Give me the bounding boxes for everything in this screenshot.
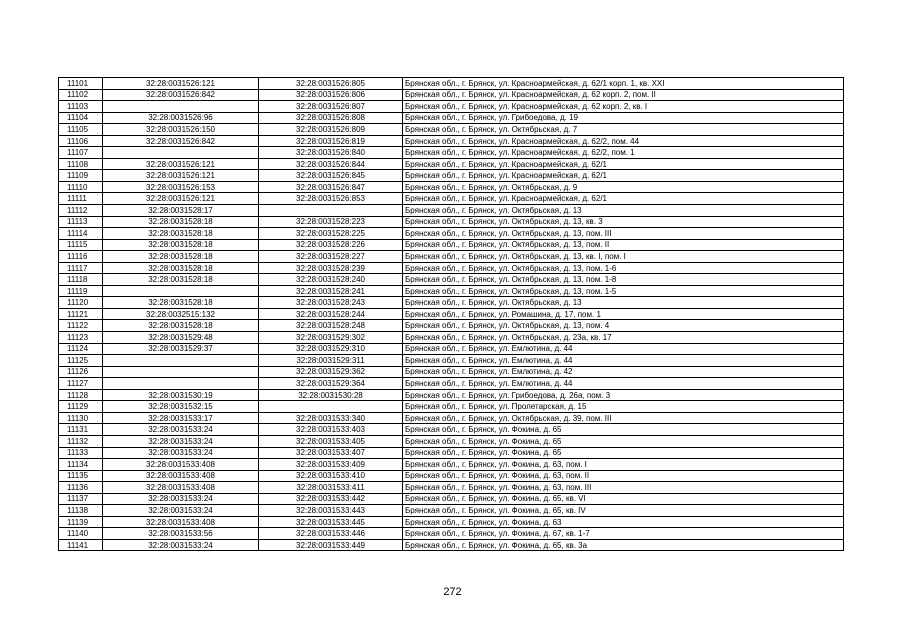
parent-cadastral-number-cell: 32:28:0031528:18 [103,274,259,286]
address-cell: Брянская обл., г. Брянск, ул. Октябрьская, д. 9 [403,181,844,193]
parent-cadastral-number-cell [103,355,259,367]
cadastral-number-cell: 32:28:0031528:225 [259,228,403,240]
row-number-cell: 11129 [59,401,103,413]
cadastral-number-cell: 32:28:0031526:806 [259,89,403,101]
row-number-cell: 11132 [59,435,103,447]
parent-cadastral-number-cell: 32:28:0031526:121 [103,170,259,182]
parent-cadastral-number-cell: 32:28:0031526:842 [103,135,259,147]
parent-cadastral-number-cell: 32:28:0031533:408 [103,516,259,528]
table-row [59,147,844,159]
table-row [59,320,844,332]
address-cell: Брянская обл., г. Брянск, ул. Пролетарская, д. 15 [403,401,844,413]
parent-cadastral-number-cell: 32:28:0031528:18 [103,228,259,240]
table-row [59,493,844,505]
row-number-cell: 11125 [59,355,103,367]
table-row [59,251,844,263]
parent-cadastral-number-cell: 32:28:0031533:24 [103,424,259,436]
row-number-cell: 11111 [59,193,103,205]
row-number-cell: 11105 [59,124,103,136]
cadastral-number-cell: 32:28:0031533:405 [259,435,403,447]
cadastral-number-cell: 32:28:0031526:807 [259,101,403,113]
row-number-cell: 11118 [59,274,103,286]
cadastral-number-cell: 32:28:0031528:227 [259,251,403,263]
parent-cadastral-number-cell: 32:28:0031529:37 [103,343,259,355]
address-cell: Брянская обл., г. Брянск, ул. Октябрьская, д. 13, пом. 4 [403,320,844,332]
address-cell: Брянская обл., г. Брянск, ул. Октябрьская, д. 13, кв. I, пом. I [403,251,844,263]
cadastral-number-cell: 32:28:0031533:403 [259,424,403,436]
table-row [59,424,844,436]
table-row [59,297,844,309]
table-row [59,78,844,90]
row-number-cell: 11137 [59,493,103,505]
parent-cadastral-number-cell: 32:28:0031526:121 [103,158,259,170]
page-number: 272 [443,586,462,598]
address-cell: Брянская обл., г. Брянск, ул. Ромашина, д. 17, пом. 1 [403,308,844,320]
address-cell: Брянская обл., г. Брянск, ул. Октябрьская, д. 39, пом. III [403,412,844,424]
cadastral-number-cell: 32:28:0031533:411 [259,482,403,494]
table-row [59,112,844,124]
parent-cadastral-number-cell: 32:28:0031528:18 [103,239,259,251]
row-number-cell: 11112 [59,205,103,217]
cadastral-number-cell: 32:28:0031529:302 [259,332,403,344]
table-row [59,459,844,471]
parent-cadastral-number-cell: 32:28:0031526:150 [103,124,259,136]
table-row [59,482,844,494]
parent-cadastral-number-cell: 32:28:0031533:17 [103,412,259,424]
table-row [59,89,844,101]
row-number-cell: 11135 [59,470,103,482]
cadastral-number-cell: 32:28:0031529:311 [259,355,403,367]
cadastral-number-cell: 32:28:0031528:243 [259,297,403,309]
parent-cadastral-number-cell: 32:28:0031532:15 [103,401,259,413]
address-cell: Брянская обл., г. Брянск, ул. Фокина, д. 65, кв. IV [403,505,844,517]
row-number-cell: 11103 [59,101,103,113]
table-row [59,355,844,367]
parent-cadastral-number-cell: 32:28:0031526:121 [103,193,259,205]
address-cell: Брянская обл., г. Брянск, ул. Красноармейская, д. 62/1 [403,158,844,170]
row-number-cell: 11138 [59,505,103,517]
parent-cadastral-number-cell: 32:28:0031526:153 [103,181,259,193]
parent-cadastral-number-cell: 32:28:0031533:408 [103,482,259,494]
parent-cadastral-number-cell [103,378,259,390]
parent-cadastral-number-cell: 32:28:0031528:18 [103,320,259,332]
row-number-cell: 11124 [59,343,103,355]
row-number-cell: 11115 [59,239,103,251]
cadastral-number-cell: 32:28:0031533:409 [259,459,403,471]
row-number-cell: 11116 [59,251,103,263]
cadastral-number-cell: 32:28:0031533:449 [259,539,403,551]
table-row [59,516,844,528]
cadastral-number-cell [259,401,403,413]
parent-cadastral-number-cell: 32:28:0031529:48 [103,332,259,344]
address-cell: Брянская обл., г. Брянск, ул. Октябрьская, д. 13 [403,205,844,217]
row-number-cell: 11130 [59,412,103,424]
address-cell: Брянская обл., г. Брянск, ул. Октябрьская, д. 13, кв. 3 [403,216,844,228]
address-cell: Брянская обл., г. Брянск, ул. Красноармейская, д. 62 корп. 2, пом. II [403,89,844,101]
parent-cadastral-number-cell: 32:28:0031526:96 [103,112,259,124]
table-row [59,435,844,447]
cadastral-number-cell: 32:28:0031530:28 [259,389,403,401]
row-number-cell: 11133 [59,447,103,459]
table-row [59,239,844,251]
table-row [59,401,844,413]
address-cell: Брянская обл., г. Брянск, ул. Октябрьская, д. 13, пом. 1-6 [403,262,844,274]
row-number-cell: 11110 [59,181,103,193]
address-cell: Брянская обл., г. Брянск, ул. Красноармейская, д. 62/1 корп. 1, кв. XXI [403,78,844,90]
table-row [59,470,844,482]
address-cell: Брянская обл., г. Брянск, ул. Фокина, д. 63, пом. II [403,470,844,482]
cadastral-number-cell: 32:28:0031528:241 [259,285,403,297]
row-number-cell: 11140 [59,528,103,540]
address-cell: Брянская обл., г. Брянск, ул. Емлютина, д. 44 [403,355,844,367]
row-number-cell: 11131 [59,424,103,436]
address-cell: Брянская обл., г. Брянск, ул. Октябрьская, д. 13 [403,297,844,309]
row-number-cell: 11126 [59,366,103,378]
table-row [59,308,844,320]
row-number-cell: 11141 [59,539,103,551]
row-number-cell: 11102 [59,89,103,101]
parent-cadastral-number-cell: 32:28:0032515:132 [103,308,259,320]
table-row [59,181,844,193]
address-cell: Брянская обл., г. Брянск, ул. Фокина, д. 65 [403,447,844,459]
table-row [59,124,844,136]
parent-cadastral-number-cell: 32:28:0031526:842 [103,89,259,101]
table-row [59,447,844,459]
address-cell: Брянская обл., г. Брянск, ул. Фокина, д. 67, кв. 1-7 [403,528,844,540]
cadastral-number-cell: 32:28:0031526:844 [259,158,403,170]
cadastral-number-cell: 32:28:0031533:445 [259,516,403,528]
address-cell: Брянская обл., г. Брянск, ул. Грибоедова, д. 19 [403,112,844,124]
row-number-cell: 11136 [59,482,103,494]
cadastral-number-cell: 32:28:0031528:223 [259,216,403,228]
cadastral-number-cell: 32:28:0031528:240 [259,274,403,286]
parent-cadastral-number-cell: 32:28:0031530:19 [103,389,259,401]
row-number-cell: 11134 [59,459,103,471]
parent-cadastral-number-cell: 32:28:0031528:18 [103,216,259,228]
table-row [59,343,844,355]
table-row [59,412,844,424]
address-cell: Брянская обл., г. Брянск, ул. Октябрьская, д. 13, пом. II [403,239,844,251]
cadastral-number-cell: 32:28:0031528:226 [259,239,403,251]
parent-cadastral-number-cell: 32:28:0031528:17 [103,205,259,217]
parent-cadastral-number-cell: 32:28:0031528:18 [103,297,259,309]
parent-cadastral-number-cell: 32:28:0031533:24 [103,447,259,459]
table-row [59,193,844,205]
cadastral-number-cell: 32:28:0031526:808 [259,112,403,124]
address-cell: Брянская обл., г. Брянск, ул. Красноармейская, д. 62/1 [403,170,844,182]
table-row [59,158,844,170]
row-number-cell: 11139 [59,516,103,528]
table-row [59,332,844,344]
cadastral-number-cell: 32:28:0031533:443 [259,505,403,517]
table-row [59,366,844,378]
parent-cadastral-number-cell [103,101,259,113]
cadastral-number-cell [259,205,403,217]
cadastral-number-cell: 32:28:0031533:442 [259,493,403,505]
table-row [59,285,844,297]
row-number-cell: 11127 [59,378,103,390]
cadastral-number-cell: 32:28:0031528:248 [259,320,403,332]
parent-cadastral-number-cell: 32:28:0031533:24 [103,505,259,517]
cadastral-number-cell: 32:28:0031526:845 [259,170,403,182]
address-cell: Брянская обл., г. Брянск, ул. Октябрьская, д. 13, пом. 1-5 [403,285,844,297]
cadastral-number-cell: 32:28:0031526:847 [259,181,403,193]
address-cell: Брянская обл., г. Брянск, ул. Красноармейская, д. 62/1 [403,193,844,205]
parent-cadastral-number-cell: 32:28:0031533:408 [103,459,259,471]
parent-cadastral-number-cell [103,366,259,378]
cadastral-number-cell: 32:28:0031533:410 [259,470,403,482]
cadastral-number-cell: 32:28:0031533:340 [259,412,403,424]
cadastral-number-cell: 32:28:0031529:362 [259,366,403,378]
address-cell: Брянская обл., г. Брянск, ул. Красноармейская, д. 62/2, пом. 1 [403,147,844,159]
row-number-cell: 11106 [59,135,103,147]
cadastral-number-cell: 32:28:0031526:809 [259,124,403,136]
address-cell: Брянская обл., г. Брянск, ул. Фокина, д. 65, кв. VI [403,493,844,505]
row-number-cell: 11108 [59,158,103,170]
cadastral-number-cell: 32:28:0031533:446 [259,528,403,540]
table-row [59,170,844,182]
parent-cadastral-number-cell [103,147,259,159]
row-number-cell: 11109 [59,170,103,182]
address-cell: Брянская обл., г. Брянск, ул. Октябрьская, д. 7 [403,124,844,136]
address-cell: Брянская обл., г. Брянск, ул. Фокина, д. 63 [403,516,844,528]
table-row [59,135,844,147]
table-row [59,528,844,540]
address-cell: Брянская обл., г. Брянск, ул. Емлютина, д. 42 [403,366,844,378]
row-number-cell: 11117 [59,262,103,274]
address-cell: Брянская обл., г. Брянск, ул. Красноармейская, д. 62 корп. 2, кв. I [403,101,844,113]
parent-cadastral-number-cell [103,285,259,297]
table-row [59,101,844,113]
address-cell: Брянская обл., г. Брянск, ул. Емлютина, д. 44 [403,378,844,390]
parent-cadastral-number-cell: 32:28:0031533:408 [103,470,259,482]
row-number-cell: 11128 [59,389,103,401]
table-row [59,389,844,401]
parent-cadastral-number-cell: 32:28:0031528:18 [103,251,259,263]
cadastral-number-cell: 32:28:0031528:239 [259,262,403,274]
parent-cadastral-number-cell: 32:28:0031528:18 [103,262,259,274]
address-cell: Брянская обл., г. Брянск, ул. Октябрьская, д. 13, пом. III [403,228,844,240]
parent-cadastral-number-cell: 32:28:0031533:24 [103,493,259,505]
table-row [59,378,844,390]
table-row [59,262,844,274]
table-row [59,205,844,217]
row-number-cell: 11119 [59,285,103,297]
registry-table [58,77,844,551]
row-number-cell: 11122 [59,320,103,332]
parent-cadastral-number-cell: 32:28:0031533:56 [103,528,259,540]
cadastral-number-cell: 32:28:0031529:310 [259,343,403,355]
row-number-cell: 11121 [59,308,103,320]
cadastral-number-cell: 32:28:0031533:407 [259,447,403,459]
address-cell: Брянская обл., г. Брянск, ул. Фокина, д. 65 [403,424,844,436]
cadastral-number-cell: 32:28:0031528:244 [259,308,403,320]
address-cell: Брянская обл., г. Брянск, ул. Емлютина, д. 44 [403,343,844,355]
registry-table-body [59,78,844,551]
row-number-cell: 11104 [59,112,103,124]
row-number-cell: 11113 [59,216,103,228]
parent-cadastral-number-cell: 32:28:0031526:121 [103,78,259,90]
parent-cadastral-number-cell: 32:28:0031533:24 [103,539,259,551]
address-cell: Брянская обл., г. Брянск, ул. Октябрьская, д. 23а, кв. 17 [403,332,844,344]
cadastral-number-cell: 32:28:0031526:819 [259,135,403,147]
address-cell: Брянская обл., г. Брянск, ул. Октябрьская, д. 13, пом. 1-8 [403,274,844,286]
row-number-cell: 11120 [59,297,103,309]
row-number-cell: 11114 [59,228,103,240]
row-number-cell: 11107 [59,147,103,159]
parent-cadastral-number-cell: 32:28:0031533:24 [103,435,259,447]
cadastral-number-cell: 32:28:0031526:805 [259,78,403,90]
address-cell: Брянская обл., г. Брянск, ул. Фокина, д. 65, кв. 3а [403,539,844,551]
address-cell: Брянская обл., г. Брянск, ул. Фокина, д. 63, пом. I [403,459,844,471]
table-row [59,274,844,286]
table-row [59,505,844,517]
table-row [59,216,844,228]
address-cell: Брянская обл., г. Брянск, ул. Фокина, д. 65 [403,435,844,447]
cadastral-number-cell: 32:28:0031529:364 [259,378,403,390]
cadastral-number-cell: 32:28:0031526:853 [259,193,403,205]
table-row [59,539,844,551]
address-cell: Брянская обл., г. Брянск, ул. Красноармейская, д. 62/2, пом. 44 [403,135,844,147]
row-number-cell: 11101 [59,78,103,90]
address-cell: Брянская обл., г. Брянск, ул. Грибоедова, д. 26а, пом. 3 [403,389,844,401]
address-cell: Брянская обл., г. Брянск, ул. Фокина, д. 63, пом. III [403,482,844,494]
row-number-cell: 11123 [59,332,103,344]
cadastral-number-cell: 32:28:0031526:840 [259,147,403,159]
table-row [59,228,844,240]
